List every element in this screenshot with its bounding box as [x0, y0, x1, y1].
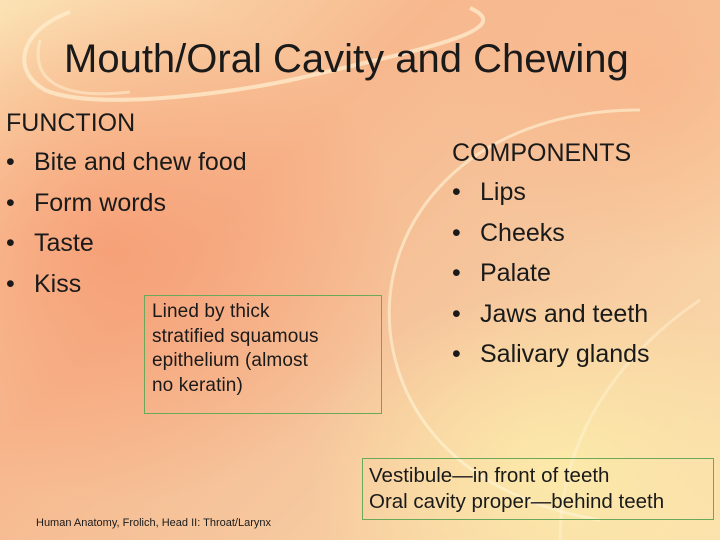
bullet-icon: • [452, 299, 461, 328]
component-item-label: Jaws and teeth [480, 299, 649, 328]
bullet-icon: • [6, 269, 15, 298]
function-item-label: Bite and chew food [34, 148, 247, 176]
function-item-label: Kiss [34, 269, 82, 298]
components-list [452, 172, 650, 375]
note-line: stratified squamous [152, 325, 319, 347]
component-item-label: Cheeks [480, 218, 565, 247]
slide-title: Mouth/Oral Cavity and Chewing [64, 37, 629, 81]
bullet-icon: • [6, 148, 15, 176]
vestibule-line: Vestibule—in front of teeth [369, 464, 610, 487]
bullet-icon: • [452, 259, 461, 288]
function-item [6, 223, 247, 264]
component-item [452, 334, 650, 375]
component-item [452, 172, 650, 213]
function-item-label: Form words [34, 188, 166, 217]
component-item [452, 213, 650, 254]
function-item-label: Taste [34, 229, 94, 258]
bullet-icon: • [6, 229, 15, 258]
vestibule-note-box [362, 458, 714, 520]
note-line: Lined by thick [152, 301, 270, 322]
component-item-label: Salivary glands [480, 340, 650, 369]
bullet-icon: • [452, 178, 461, 206]
function-item [6, 142, 247, 183]
function-list [6, 142, 247, 304]
function-item [6, 183, 247, 224]
bullet-icon: • [6, 188, 15, 217]
component-item [452, 294, 650, 335]
note-line: no keratin) [152, 374, 243, 396]
bullet-icon: • [452, 218, 461, 247]
note-line: epithelium (almost [152, 350, 308, 371]
components-heading: COMPONENTS [452, 139, 632, 167]
epithelium-note-box [144, 295, 382, 414]
oral-cavity-proper-line: Oral cavity proper—behind teeth [369, 490, 665, 513]
component-item-label: Palate [480, 259, 551, 288]
function-heading: FUNCTION [6, 109, 136, 137]
footer-citation: Human Anatomy, Frolich, Head II: Throat/Larynx [36, 517, 271, 529]
component-item [452, 253, 650, 294]
component-item-label: Lips [480, 178, 526, 206]
bullet-icon: • [452, 340, 461, 369]
